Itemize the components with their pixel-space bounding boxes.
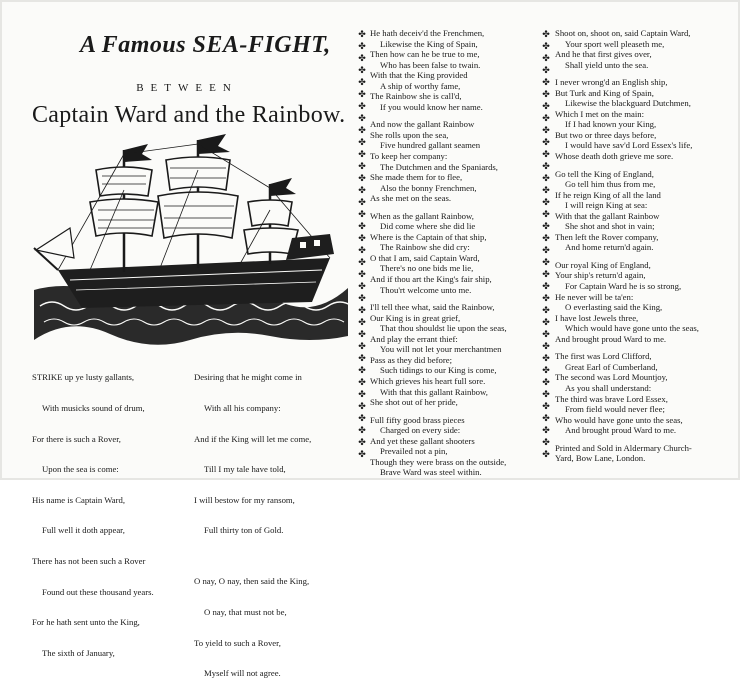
verse-line: O that I am, said Captain Ward, [370,252,480,263]
verse-line: O nay, O nay, then said the King, [194,576,310,587]
verse-line: Who would have gone unto the seas, [555,414,683,425]
verse-line: But Turk and King of Spain, [555,87,654,98]
verse-line: You will not let your merchantmen [380,344,502,355]
stanza-gap [555,253,699,260]
verse-line: Which I met on the main: [555,108,645,119]
stanza-gap [370,408,507,415]
verse-line: With that the gallant Rainbow [555,210,660,221]
verse-line: And he that first gives over, [555,49,652,60]
verse-line: To keep her company: [370,151,448,162]
verse-line: Our royal King of England, [555,259,651,270]
verse-line: For there is such a Rover, [32,433,121,444]
verse-line: Your sport well pleaseth me, [565,38,665,49]
verse-line: The Rainbow she is call'd, [370,91,462,102]
title-line-2: BETWEEN [136,82,238,94]
verse-line: Shall yield unto the sea. [565,59,649,70]
verse-line: She rolls upon the sea, [370,129,449,140]
verse-line: Who has been false to twain. [380,59,481,70]
verse-line: And if thou art the King's fair ship, [370,274,492,285]
verse-line: Brave Ward was steel within. [380,467,482,478]
verse-line: If you would know her name. [380,101,483,112]
verse-line: Full fifty good brass pieces [370,414,465,425]
verse-line: Great Earl of Cumberland, [565,361,658,372]
verse-line: Found out these thousand years. [42,586,154,597]
verse-line: I will reign King at sea: [565,200,648,211]
verse-line: And yet these gallant shooters [370,435,475,446]
verse-line: The third was brave Lord Essex, [555,393,668,404]
verse-line: She shot out of her pride, [370,397,458,408]
verse-line: Thou'rt welcome unto me. [380,284,472,295]
verse-line: Where is the Captain of that ship, [370,231,487,242]
verse-line: I will bestow for my ransom, [194,494,295,505]
stanza-gap [370,204,507,211]
verse-line: The Dutchmen and the Spaniards, [380,161,498,172]
verse-line: There's no one bids me lie, [380,263,474,274]
verse-line: Myself will not agree. [204,668,281,679]
verse-line: Yard, Bow Lane, London. [555,453,646,464]
verse-line: When as the gallant Rainbow, [370,210,474,221]
verse-line: To yield to such a Rover, [194,637,281,648]
verse-line: Which grieves his heart full sore. [370,375,486,386]
verse-line: And home return'd again. [565,242,654,253]
verse-line: There has not been such a Rover [32,556,146,567]
verse-line: I have lost Jewels three, [555,312,639,323]
verse-line: The Rainbow she did cry: [380,242,470,253]
verse-line: Likewise the blackguard Dutchmen, [565,98,691,109]
verse-line: He hath deceiv'd the Frenchmen, [370,28,485,38]
verse-line: And now the gallant Rainbow [370,119,475,130]
verse-line: She shot and shot in vain; [565,221,655,232]
verse-line: Also the bonny Frenchmen, [380,182,477,193]
stanza-gap [555,344,699,351]
verse-line: Did come where she did lie [380,221,476,232]
stanza-gap [555,162,699,169]
verse-line: For Captain Ward he is so strong, [565,281,682,292]
verse-line: As you shall understand: [565,382,652,393]
verse-line: Go tell him thus from me, [565,179,656,190]
verse-line: O everlasting said the King, [565,302,663,313]
verse-line: With all his company: [204,403,281,414]
verse-line: Five hundred gallant seamen [380,140,481,151]
verse-line: With musicks sound of drum, [42,403,145,414]
verse-line: If he reign King of all the land [555,189,661,200]
verse-left-a [32,352,154,679]
ornament-border-middle: ✤ ✤ ✤ ✤ ✤ ✤ ✤ ✤ ✤ ✤ ✤ ✤ ✤ ✤ ✤ ✤ ✤ ✤ ✤ ✤ ✤ ✤ ✤ ✤ ✤ ✤ ✤ ✤ ✤ ✤ ✤ ✤ ✤ ✤ ✤ ✤ [542,29,550,459]
verse-line: His name is Captain Ward, [32,494,125,505]
title-line-3: Captain Ward and the Rainbow. [32,102,346,128]
stanza-gap [555,436,699,443]
verse-line: And brought proud Ward to me. [565,425,677,436]
verse-line: Which would have gone unto the seas, [565,323,699,334]
verse-line: Go tell the King of England, [555,168,654,179]
verse-line: Then how can he be true to me, [370,49,480,60]
verse-line: As she met on the seas. [370,193,452,204]
verse-column-right [555,28,699,464]
verse-line: Pass as they did before; [370,354,453,365]
verse-line: If I had known your King, [565,119,657,130]
verse-line: And if the King will let me come, [194,433,312,444]
verse-line: And play the errant thief: [370,333,458,344]
verse-line: Desiring that he might come in [194,372,302,383]
verse-line: Likewise the King of Spain, [380,38,478,49]
sailing-ship-woodcut-icon [30,130,352,350]
verse-line: Then left the Rover company, [555,231,659,242]
verse-line: I'll tell thee what, said the Rainbow, [370,302,495,313]
verse-line: I never wrong'd an English ship, [555,77,668,88]
verse-line: Our King is in great grief, [370,312,461,323]
verse-line: Though they were brass on the outside, [370,456,507,467]
verse-line: Till I my tale have told, [204,464,286,475]
verse-line: Such tidings to our King is come, [380,365,497,376]
verse-line: Upon the sea is come: [42,464,119,475]
verse-line: With that the King provided [370,70,468,81]
ornament-border-left: ✤ ✤ ✤ ✤ ✤ ✤ ✤ ✤ ✤ ✤ ✤ ✤ ✤ ✤ ✤ ✤ ✤ ✤ ✤ ✤ ✤ ✤ ✤ ✤ ✤ ✤ ✤ ✤ ✤ ✤ ✤ ✤ ✤ ✤ ✤ ✤ [358,29,366,459]
verse-line: From field would never flee; [565,404,665,415]
verse-line: That thou shouldst lie upon the seas, [380,323,507,334]
verse-line: O nay, that must not be, [204,607,287,618]
verse-left-b [194,352,311,699]
verse-line: For he hath sent unto the King, [32,617,140,628]
stanza-gap [370,295,507,302]
verse-line: She made them for to flee, [370,172,463,183]
verse-line: Charged on every side: [380,425,461,436]
verse-line: Whose death doth grieve me sore. [555,151,674,162]
left-panel [22,22,352,679]
stanza-gap [555,70,699,77]
verse-line: A ship of worthy fame, [380,80,461,91]
verse-line: But two or three days before, [555,129,657,140]
verse-line: The sixth of January, [42,647,115,658]
verse-line: I would have sav'd Lord Essex's life, [565,140,693,151]
verse-line: Printed and Sold in Aldermary Church- [555,442,692,453]
verse-line: STRIKE up ye lusty gallants, [32,372,135,383]
verse-line: The first was Lord Clifford, [555,351,652,362]
verse-line: Prevailed not a pin, [380,446,448,457]
verse-line: Full well it doth appear, [42,525,125,536]
verse-line: He never will be ta'en: [555,291,634,302]
verse-line: The second was Lord Mountjoy, [555,372,668,383]
verse-line: Shoot on, shoot on, said Captain Ward, [555,28,691,38]
stanza-gap [370,112,507,119]
title-line-1: A Famous SEA-FIGHT, [80,32,331,58]
verse-line: With that this gallant Rainbow, [380,386,488,397]
verse-line: Full thirty ton of Gold. [204,525,284,536]
verse-line: And brought proud Ward to me. [555,333,667,344]
verse-column-middle [370,28,507,478]
verse-line: Your ship's return'd again, [555,270,646,281]
